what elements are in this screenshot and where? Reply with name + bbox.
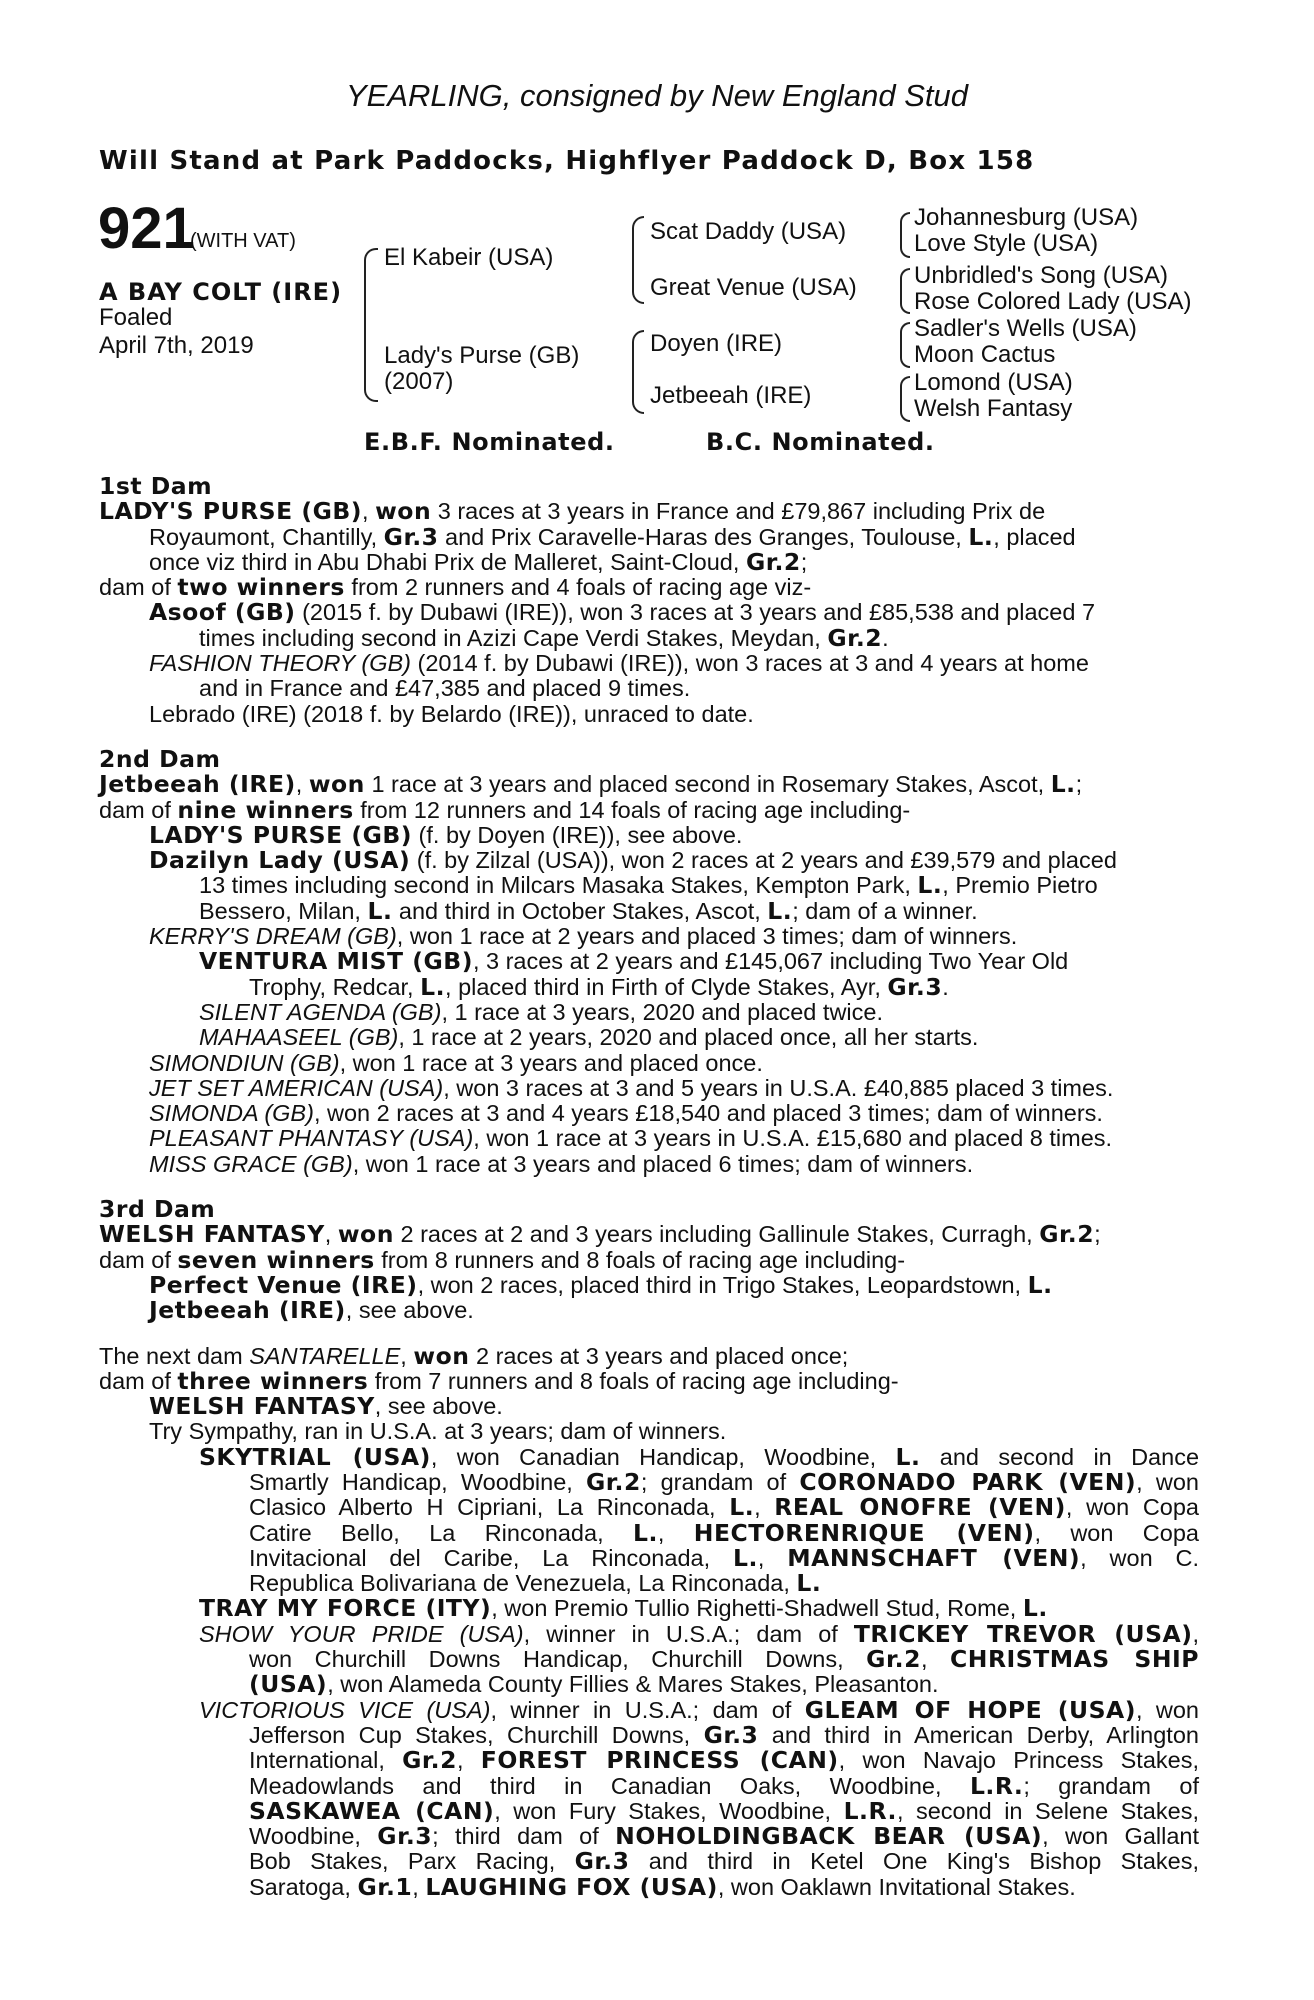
bold-text: L.: [367, 896, 393, 925]
text-line: [99, 1771, 1199, 1800]
text-line: [99, 1419, 1199, 1444]
text-line: [99, 1672, 1199, 1697]
text-line: [99, 547, 1199, 576]
text-line: [99, 1245, 1199, 1274]
ebf-nominated: E.B.F. Nominated.: [364, 428, 615, 456]
text: , second in Selene Stakes,: [896, 1797, 1199, 1824]
italic-text: JET SET AMERICAN (USA): [149, 1074, 444, 1101]
text: and third in American Derby, Arlington: [758, 1721, 1199, 1748]
text: , won Canadian Handicap, Woodbine,: [430, 1443, 896, 1470]
section-heading: 3rd Dam: [99, 1195, 216, 1224]
text: from 2 runners and 4 foals of racing age viz-: [344, 574, 812, 601]
text: , won 1 race at 3 years in U.S.A. £15,680 and placed 8 times.: [473, 1125, 1113, 1152]
text-line: [99, 1796, 1199, 1825]
text: from 7 runners and 8 foals of racing age including-: [368, 1367, 899, 1394]
bold-text: Gr.2: [827, 623, 883, 652]
text: Try Sympathy, ran in U.S.A. at 3 years; dam of winners.: [149, 1418, 727, 1445]
family-notes: [99, 474, 1199, 1900]
text: (2014 f. by Dubawi (IRE)), won 3 races at 3 and 4 years at home: [411, 650, 1089, 677]
bold-text: WELSH FANTASY: [149, 1392, 375, 1421]
text: 3 races at 3 years in France and £79,867 including Prix de: [431, 498, 1046, 525]
text: ; dam of a winner.: [792, 897, 978, 924]
text-line: [99, 1748, 1199, 1773]
text: 13 times including second in Milcars Masaka Stakes, Kempton Park,: [199, 872, 918, 899]
text: , placed: [993, 523, 1076, 550]
bold-text: GLEAM OF HOPE (USA): [804, 1695, 1136, 1724]
text-line: [99, 1695, 1200, 1724]
text: , won 3 races at 3 and 5 years in U.S.A. £40,885 placed 3 times.: [443, 1074, 1114, 1101]
text: , won Oaklawn Invitational Stakes.: [717, 1873, 1076, 1900]
text: , won Alameda County Fillies & Mares Stakes, Pleasanton.: [327, 1671, 939, 1698]
bold-text: L.: [732, 1543, 758, 1572]
text-line: [99, 1720, 1199, 1749]
bold-text: won: [413, 1341, 470, 1370]
pedigree-bracket: [632, 216, 644, 304]
text: ,: [362, 498, 376, 525]
bold-text: Gr.2: [1039, 1220, 1095, 1249]
text-line: [99, 924, 1199, 949]
bold-text: Gr.2: [745, 547, 801, 576]
bold-text: Jetbeeah (IRE): [99, 770, 296, 799]
bold-text: won: [308, 770, 365, 799]
text: won Churchill Downs Handicap, Churchill Downs,: [249, 1646, 867, 1673]
text: ;: [1094, 1221, 1101, 1248]
text: ,: [657, 1519, 694, 1546]
pedigree-g3-3: Unbridled's Song (USA): [914, 262, 1169, 289]
text: Trophy, Redcar,: [249, 973, 421, 1000]
text: , won 2 races at 3 and 4 years £18,540 and placed 3 times; dam of winners.: [313, 1100, 1103, 1127]
text: .: [882, 624, 889, 651]
text: Royaumont, Chantilly,: [149, 523, 384, 550]
bold-text: L.R.: [843, 1796, 897, 1825]
bold-text: won: [337, 1220, 394, 1249]
bold-text: LADY'S PURSE (GB): [149, 820, 413, 849]
bold-text: nine winners: [177, 795, 354, 824]
bold-text: Gr.2: [586, 1467, 641, 1496]
pedigree-g3-1: Johannesburg (USA): [914, 204, 1139, 231]
text-line: [99, 499, 1199, 524]
text: ; grandam of: [640, 1468, 800, 1495]
bold-text: SKYTRIAL (USA): [199, 1442, 431, 1471]
bold-text: TRAY MY FORCE (ITY): [199, 1594, 492, 1623]
bold-text: VENTURA MIST (GB): [199, 947, 473, 976]
italic-text: PLEASANT PHANTASY (USA): [149, 1125, 474, 1152]
pedigree-bracket: [900, 268, 910, 314]
text-line: [99, 1025, 1199, 1050]
section-heading: 2nd Dam: [99, 744, 221, 773]
text: Bob Stakes, Parx Racing,: [249, 1848, 575, 1875]
pedigree-dam: Lady's Purse (GB): [384, 342, 580, 369]
text: and second in Dance: [920, 1443, 1200, 1470]
text: 1 race at 3 years and placed second in Rosemary Stakes, Ascot,: [364, 771, 1051, 798]
dam-section: [99, 474, 1199, 727]
text: , won Navajo Princess Stakes,: [838, 1747, 1200, 1774]
text: , Premio Pietro: [942, 872, 1098, 899]
text-line: [99, 848, 1199, 873]
text: ,: [757, 1544, 788, 1571]
text: (2015 f. by Dubawi (IRE)), won 3 races at 3 years and £85,538 and placed 7: [295, 599, 1096, 626]
text: , won 1 race at 3 years and placed 6 times; dam of winners.: [352, 1150, 974, 1177]
text-line: [99, 1571, 1199, 1596]
dam-section: [99, 1197, 1199, 1323]
bold-text: Jetbeeah (IRE): [149, 1296, 346, 1325]
bold-text: L.: [917, 871, 943, 900]
text-line: [99, 1619, 1199, 1648]
bold-text: Gr.3: [383, 522, 439, 551]
text-line: [99, 949, 1199, 974]
pedigree-g3-6: Moon Cactus: [914, 341, 1056, 368]
pedigree-sire-sire: Scat Daddy (USA): [650, 218, 847, 245]
text-line: [99, 1270, 1199, 1299]
text-line: [99, 1076, 1199, 1101]
bold-text: CORONADO PARK (VEN): [799, 1467, 1137, 1496]
text: and third in Ketel One King's Bishop Stakes,: [629, 1848, 1199, 1875]
text: ,: [295, 771, 309, 798]
text: from 12 runners and 14 foals of racing age including-: [353, 796, 911, 823]
bold-text: L.: [729, 1493, 755, 1522]
text-line: [99, 1824, 1199, 1849]
foaled-label: Foaled: [99, 304, 173, 331]
text: The next dam: [99, 1342, 250, 1369]
text: (f. by Zilzal (USA)), won 2 races at 2 years and £39,579 and placed: [410, 847, 1117, 874]
pedigree-g3-8: Welsh Fantasy: [914, 395, 1073, 422]
bold-text: L.: [1022, 1594, 1048, 1623]
text: , won C.: [1080, 1544, 1200, 1571]
text: , 1 race at 3 years, 2020 and placed twice.: [441, 998, 883, 1025]
bold-text: REAL ONOFRE (VEN): [774, 1493, 1066, 1522]
text-line: [99, 1366, 1199, 1395]
text-line: [99, 1126, 1199, 1151]
stand-location: Will Stand at Park Paddocks, Highflyer Paddock D, Box 158: [99, 146, 1035, 176]
text-line: [99, 1467, 1200, 1496]
text: , won Copa: [1034, 1519, 1199, 1546]
bold-text: CHRISTMAS SHIP: [950, 1645, 1199, 1674]
text: Jefferson Cup Stakes, Churchill Downs,: [249, 1721, 704, 1748]
text-line: [99, 623, 1199, 652]
text-line: [99, 896, 1199, 925]
pedigree-bracket: [900, 212, 910, 258]
italic-text: KERRY'S DREAM (GB): [149, 923, 397, 950]
text: times including second in Azizi Cape Verdi Stakes, Meydan,: [199, 624, 828, 651]
bold-text: WELSH FANTASY: [99, 1220, 325, 1249]
text: , won 2 races, placed third in Trigo Stakes, Leopardstown,: [417, 1271, 1028, 1298]
bold-text: L.: [1050, 770, 1076, 799]
pedigree-bracket: [632, 330, 644, 414]
bold-text: seven winners: [177, 1245, 375, 1274]
text: 2 races at 3 years and placed once;: [469, 1342, 849, 1369]
text-line: [99, 1341, 1199, 1370]
bold-text: L.: [796, 1569, 822, 1598]
bold-text: FOREST PRINCESS (CAN): [480, 1746, 839, 1775]
text-line: [99, 1849, 1199, 1874]
text: dam of: [99, 574, 178, 601]
text: ,: [400, 1342, 414, 1369]
foaled-date: April 7th, 2019: [99, 332, 254, 359]
text: , winner in U.S.A.; dam of: [490, 1696, 805, 1723]
text: 2 races at 2 and 3 years including Gallinule Stakes, Curragh,: [393, 1221, 1040, 1248]
text: , won Premio Tullio Righetti-Shadwell Stud, Rome,: [491, 1595, 1023, 1622]
text: and Prix Caravelle-Haras des Granges, Toulouse,: [438, 523, 969, 550]
text: , won: [1135, 1696, 1200, 1723]
text: Catire Bello, La Rinconada,: [249, 1519, 633, 1546]
bold-text: Gr.3: [887, 972, 943, 1001]
text: , won Fury Stakes, Woodbine,: [494, 1797, 844, 1824]
italic-text: SHOW YOUR PRIDE (USA): [199, 1620, 524, 1647]
text-line: [99, 873, 1199, 898]
text-line: [99, 1543, 1200, 1572]
text-line: [99, 702, 1199, 727]
text: , won Gallant: [1042, 1823, 1199, 1850]
text: , placed third in Firth of Clyde Stakes, Ayr,: [445, 973, 888, 1000]
dam-section: [99, 1341, 1200, 1901]
bold-text: two winners: [177, 573, 345, 602]
pedigree-bracket: [364, 248, 378, 402]
text: , won Copa: [1065, 1494, 1199, 1521]
text: , see above.: [374, 1393, 503, 1420]
pedigree-dam-sire: Doyen (IRE): [650, 330, 783, 357]
text: , won 1 race at 3 years and placed once.: [339, 1049, 763, 1076]
bold-text: L.: [767, 896, 793, 925]
text: and third in October Stakes, Ascot,: [392, 897, 768, 924]
text: ; third dam of: [432, 1823, 616, 1850]
bold-text: NOHOLDINGBACK BEAR (USA): [615, 1822, 1043, 1851]
bold-text: LADY'S PURSE (GB): [99, 497, 363, 526]
text-line: [99, 1051, 1199, 1076]
lot-description: A BAY COLT (IRE): [99, 278, 343, 306]
bold-text: three winners: [177, 1366, 369, 1395]
text-line: [99, 1101, 1199, 1126]
text: , 3 races at 2 years and £145,067 including Two Year Old: [472, 948, 1069, 975]
italic-text: SILENT AGENDA (GB): [199, 998, 442, 1025]
bold-text: L.: [895, 1442, 921, 1471]
pedigree-sire: El Kabeir (USA): [384, 244, 554, 271]
dam-section: [99, 744, 1199, 1177]
pedigree-bracket: [900, 322, 910, 368]
text: , winner in U.S.A.; dam of: [523, 1620, 854, 1647]
text-line: [99, 972, 1199, 1001]
bold-text: TRICKEY TREVOR (USA): [853, 1619, 1193, 1648]
text-line: [99, 1872, 1199, 1901]
text: and in France and £47,385 and placed 9 times.: [199, 675, 691, 702]
text: ;: [1075, 771, 1083, 798]
text-line: [99, 1000, 1199, 1025]
text: Smartly Handicap, Woodbine,: [249, 1468, 587, 1495]
bold-text: SASKAWEA (CAN): [249, 1796, 495, 1825]
lot-number: 921: [98, 196, 195, 261]
text: ; grandam of: [1023, 1772, 1199, 1799]
bold-text: L.: [1027, 1270, 1053, 1299]
text: ,: [412, 1873, 426, 1900]
text: dam of: [99, 1246, 178, 1273]
text: Republica Bolivariana de Venezuela, La Rinconada,: [249, 1570, 797, 1597]
text: Saratoga,: [249, 1873, 358, 1900]
pedigree-sire-dam: Great Venue (USA): [650, 274, 857, 301]
text: ,: [920, 1646, 951, 1673]
italic-text: MISS GRACE (GB): [149, 1150, 353, 1177]
pedigree-g3-2: Love Style (USA): [914, 230, 1099, 257]
text: dam of: [99, 1367, 178, 1394]
bold-text: Gr.3: [377, 1822, 433, 1851]
text-line: [99, 676, 1199, 701]
text-line: [99, 1222, 1199, 1247]
text: ,: [1192, 1620, 1199, 1647]
text: from 8 runners and 8 foals of racing age including-: [374, 1246, 906, 1273]
bold-text: Dazilyn Lady (USA): [149, 846, 411, 875]
text: , won: [1136, 1468, 1200, 1495]
bold-text: Perfect Venue (IRE): [149, 1270, 418, 1299]
italic-text: FASHION THEORY (GB): [149, 650, 411, 677]
text: ,: [754, 1494, 775, 1521]
text-line: [99, 1442, 1200, 1471]
consignment-header: YEARLING, consigned by New England Stud: [345, 78, 969, 113]
italic-text: SANTARELLE: [249, 1342, 401, 1369]
text: Bessero, Milan,: [199, 897, 368, 924]
text: (f. by Doyen (IRE)), see above.: [412, 821, 743, 848]
text: Invitacional del Caribe, La Rinconada,: [249, 1544, 733, 1571]
bold-text: Gr.2: [866, 1645, 921, 1674]
bold-text: Gr.1: [357, 1872, 413, 1901]
bold-text: MANNSCHAFT (VEN): [787, 1543, 1081, 1572]
text-line: [99, 820, 1199, 849]
text: Woodbine,: [249, 1823, 378, 1850]
text-line: [99, 795, 1199, 824]
text-line: [99, 1298, 1199, 1323]
text-line: [99, 651, 1199, 676]
italic-text: VICTORIOUS VICE (USA): [199, 1696, 491, 1723]
italic-text: MAHAASEEL (GB): [199, 1024, 399, 1051]
text-line: [99, 1152, 1199, 1177]
text: dam of: [99, 796, 178, 823]
text: ,: [324, 1221, 338, 1248]
bold-text: Asoof (GB): [149, 598, 296, 627]
text-line: [99, 1647, 1199, 1672]
pedigree-bracket: [900, 376, 910, 422]
bc-nominated: B.C. Nominated.: [706, 428, 935, 456]
text-line: [99, 1518, 1199, 1547]
text-line: [99, 1596, 1199, 1621]
text-line: [99, 1394, 1199, 1419]
bold-text: L.: [632, 1518, 658, 1547]
italic-text: SIMONDA (GB): [149, 1100, 314, 1127]
pedigree-g3-4: Rose Colored Lady (USA): [914, 288, 1192, 315]
text: Meadowlands and third in Canadian Oaks, Woodbine,: [249, 1772, 970, 1799]
vat-label: (WITH VAT): [190, 230, 296, 252]
text: .: [942, 973, 949, 1000]
text-line: [99, 575, 1199, 600]
text-line: [99, 1495, 1199, 1520]
text: International,: [249, 1747, 403, 1774]
pedigree-dam-dam: Jetbeeah (IRE): [650, 382, 812, 409]
bold-text: Gr.3: [703, 1720, 759, 1749]
pedigree-dam-year: (2007): [384, 368, 454, 395]
section-heading: 1st Dam: [99, 472, 213, 500]
bold-text: Gr.2: [402, 1746, 457, 1775]
bold-text: (USA): [249, 1670, 328, 1699]
text: Lebrado (IRE) (2018 f. by Belardo (IRE)), unraced to date.: [149, 700, 754, 727]
bold-text: Gr.3: [574, 1847, 630, 1876]
bold-text: L.: [420, 972, 446, 1001]
pedigree-g3-5: Sadler's Wells (USA): [914, 315, 1137, 342]
text: ,: [456, 1747, 481, 1774]
text: , see above.: [345, 1297, 474, 1324]
bold-text: HECTORENRIQUE (VEN): [693, 1518, 1035, 1547]
text: Clasico Alberto H Cipriani, La Rinconada,: [249, 1494, 730, 1521]
text: once viz third in Abu Dhabi Prix de Malleret, Saint-Cloud,: [149, 548, 746, 575]
bold-text: L.: [968, 522, 994, 551]
text: , won 1 race at 2 years and placed 3 times; dam of winners.: [396, 923, 1018, 950]
pedigree-g3-7: Lomond (USA): [914, 369, 1073, 396]
bold-text: LAUGHING FOX (USA): [425, 1872, 718, 1901]
text-line: [99, 772, 1199, 797]
text-line: [99, 522, 1199, 551]
text-line: [99, 600, 1199, 625]
text: ;: [800, 548, 808, 575]
italic-text: SIMONDIUN (GB): [149, 1049, 340, 1076]
bold-text: won: [375, 497, 432, 526]
text: , 1 race at 2 years, 2020 and placed once, all her starts.: [398, 1024, 979, 1051]
bold-text: L.R.: [969, 1771, 1024, 1800]
